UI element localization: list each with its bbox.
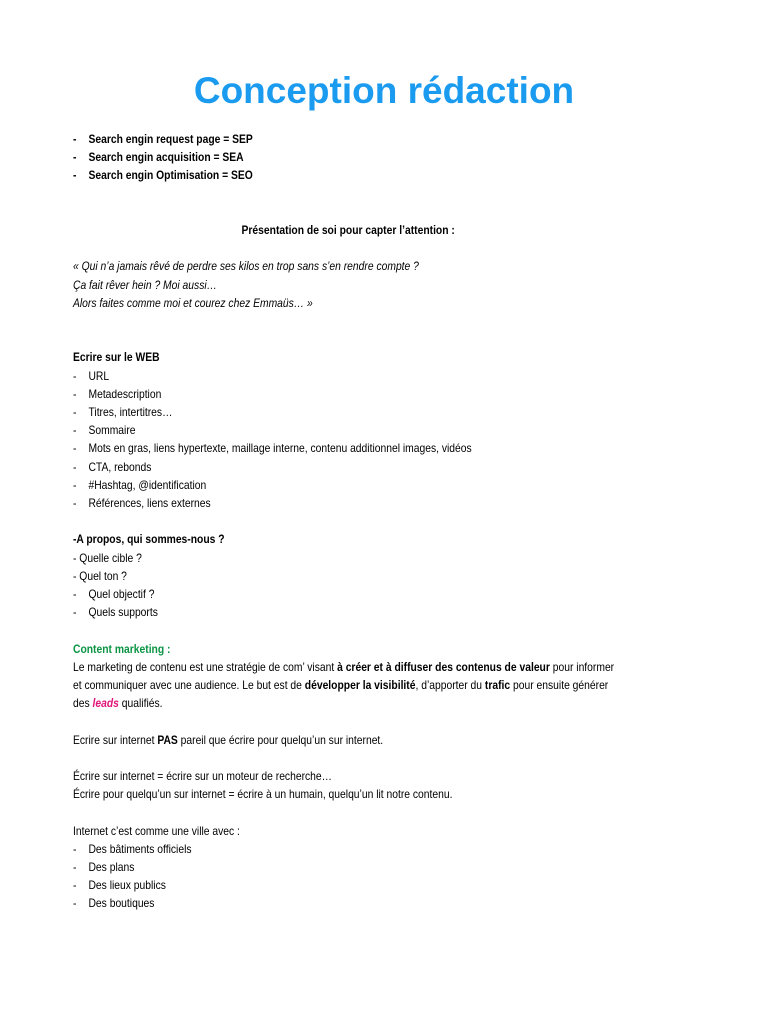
- list-item: - Quels supports: [73, 603, 623, 621]
- list-item: - CTA, rebonds: [73, 458, 623, 476]
- list-item: - Metadescription: [73, 385, 623, 403]
- apropos-heading: -A propos, qui sommes-nous ?: [73, 532, 225, 547]
- list-item: - Titres, intertitres…: [73, 403, 623, 421]
- list-item: - Search engin acquisition = SEA: [73, 148, 623, 166]
- page-title: Conception rédaction: [193, 70, 575, 111]
- internet-line: [73, 731, 623, 749]
- document-body: [73, 130, 623, 913]
- presentation-heading: Présentation de soi pour capter l’attention :: [241, 223, 455, 237]
- list-item: - Des bâtiments officiels: [73, 840, 623, 858]
- quote-line: Ça fait rêver hein ? Moi aussi…: [73, 277, 217, 292]
- quote-line: « Qui n’a jamais rêvé de perdre ses kilos en trop sans s’en rendre compte ?: [73, 259, 419, 274]
- list-item: - Mots en gras, liens hypertexte, maillage interne, contenu additionnel images, vidéos: [73, 439, 623, 457]
- internet-line: Écrire sur internet = écrire sur un moteur de recherche…: [73, 769, 332, 783]
- list-item: - Des lieux publics: [73, 876, 623, 894]
- quote-line: Alors faites comme moi et courez chez Emmaüs… »: [73, 295, 313, 310]
- list-item: - Des boutiques: [73, 894, 623, 912]
- text-run: pareil que écrire pour quelqu’un sur internet.: [177, 732, 384, 747]
- content-marketing-paragraph: [73, 658, 623, 713]
- web-list: [73, 367, 623, 513]
- list-item: - #Hashtag, @identification: [73, 476, 623, 494]
- text-run: Ecrire sur internet: [73, 732, 158, 747]
- leads-highlight: leads: [92, 696, 119, 711]
- text-run: pour ensuite générer des: [73, 678, 609, 711]
- text-run-bold: trafic: [484, 678, 511, 693]
- text-run: Le marketing de contenu est une stratégie de com’ visant: [73, 659, 338, 674]
- acronym-list: [73, 130, 623, 185]
- list-item: - Références, liens externes: [73, 494, 623, 512]
- list-item: - Search engin Optimisation = SEO: [73, 166, 623, 184]
- text-run: , d’apporter du: [415, 678, 485, 693]
- internet-line: Écrire pour quelqu’un sur internet = écrire à un humain, quelqu’un lit notre contenu.: [73, 787, 453, 802]
- list-item: - Des plans: [73, 858, 623, 876]
- list-item: - URL: [73, 367, 623, 385]
- list-item: - Search engin request page = SEP: [73, 130, 623, 148]
- internet-line: Internet c’est comme une ville avec :: [73, 823, 240, 838]
- text-run: pour informer et communiquer avec une audience. Le but est de: [73, 659, 615, 693]
- web-heading: Ecrire sur le WEB: [73, 350, 160, 365]
- text-run: qualifiés.: [118, 696, 163, 711]
- apropos-line: - Quelle cible ?: [73, 550, 142, 565]
- apropos-list: [73, 585, 623, 621]
- list-item: - Quel objectif ?: [73, 585, 623, 603]
- text-run-bold: PAS: [157, 732, 178, 747]
- city-list: [73, 840, 623, 913]
- apropos-line: - Quel ton ?: [73, 568, 127, 583]
- content-marketing-heading: Content marketing :: [73, 641, 171, 656]
- text-run-bold: développer la visibilité: [304, 678, 416, 693]
- text-run-bold: à créer et à diffuser des contenus de valeur: [337, 659, 550, 674]
- list-item: - Sommaire: [73, 421, 623, 439]
